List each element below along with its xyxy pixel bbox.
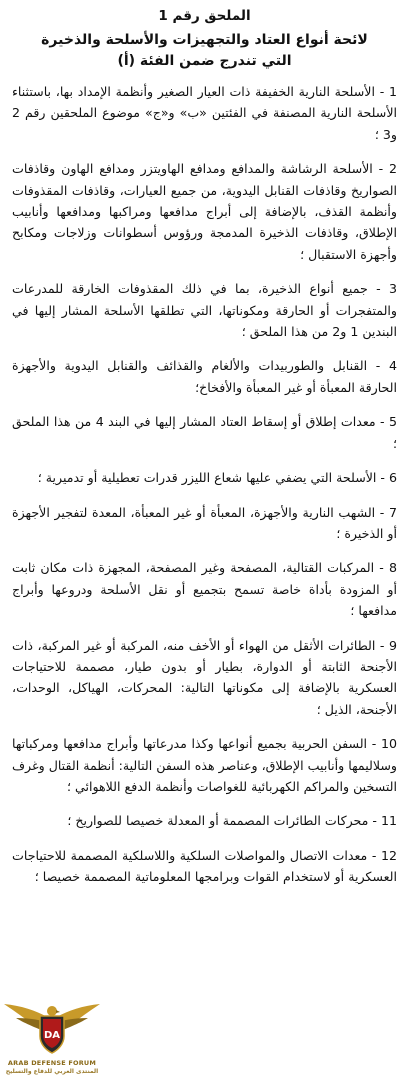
list-item: 11 - محركات الطائرات المصممة أو المعدلة خصيصا للصواريخ ؛ bbox=[67, 813, 397, 829]
eagle-logo-icon bbox=[2, 994, 102, 1060]
list-item: 10 - السفن الحربية بجميع أنواعها وكذا مدرعاتها وأبراج مدافعها ومركباتها وسلاليمها وأنابيب الإطلاق، وعناصر هذه السفن التالية: أنظمة القتال وغرف التسخين والمراكم الكهربائية للغواصات وأنظمة الدفع اللاهوائي ؛ bbox=[12, 736, 397, 794]
logo-letters: DA bbox=[43, 1030, 61, 1041]
list-item: 9 - الطائرات الأثقل من الهواء أو الأخف منه، المركبة أو غير المركبة، ذات الأجنحة الثابتة أو الدوارة، بطيار أو بدون طيار، مصممة للاحتياجات العسكرية بالإضافة إلى مكوناتها التالية: المحركات، الهياكل، الوحدات، الأجنحة، الذيل ؛ bbox=[12, 637, 397, 717]
items-list bbox=[12, 81, 397, 888]
list-item: 4 - القنابل والطوربيدات والألغام والقذائف والقنابل اليدوية والأجهزة الحارقة المعبأة أو غير المعبأة والأفخاخ؛ bbox=[12, 358, 397, 395]
list-item: 6 - الأسلحة التي يضفي عليها شعاع الليزر قدرات تعطيلية أو تدميرية ؛ bbox=[37, 470, 397, 486]
watermark-name-arabic: المنتدى العربي للدفاع والتسليح bbox=[5, 1068, 99, 1075]
list-item: 8 - المركبات القتالية، المصفحة وغير المصفحة، المجهزة ذات مكان ثابت أو المزودة بأداة خاصة تسمح بتجميع أو نقل الأسلحة ودروعها وأبراج مدافعها ؛ bbox=[12, 560, 397, 619]
list-item: 12 - معدات الاتصال والمواصلات السلكية واللاسلكية المصممة للاحتياجات العسكرية أو لاستخدام القوات وبرامجها المعلوماتية المصممة خصيصا ؛ bbox=[12, 847, 397, 885]
annex-title: الملحق رقم 1 bbox=[158, 8, 251, 24]
watermark-name: ARAB DEFENSE FORUM bbox=[7, 1059, 97, 1067]
list-item: 1 - الأسلحة النارية الخفيفة ذات العيار الصغير وأنظمة الإمداد بها، باستثناء الأسلحة النارية المصنفة في الفئتين «ب» و«ج» موضوع الملحقين رقم 2 و3 ؛ bbox=[12, 84, 397, 142]
arab-defense-forum-watermark bbox=[2, 994, 102, 1078]
list-item: 5 - معدات إطلاق أو إسقاط العتاد المشار إليها في البند 4 من هذا الملحق ؛ bbox=[12, 414, 397, 451]
list-item: 2 - الأسلحة الرشاشة والمدافع ومدافع الهاويتزر ومدافع الهاون وقاذفات الصواريخ وقاذفات القنابل اليدوية، من جميع العيارات، وقاذفات المقذوفات وأنظمة القذف، بالإضافة إلى أبراج مدافعها ومراكبها ومدافعها وأنابيب الإطلاق، وقاذفات الذخيرة المدمجة ورؤوس أسطوانات وزلاجات ومكابح وأجهزة الاستقبال ؛ bbox=[12, 161, 397, 262]
list-title: لائحة أنواع العتاد والتجهيزات والأسلحة والذخيرة bbox=[41, 32, 368, 48]
list-subtitle: التي تندرج ضمن الفئة (أ) bbox=[117, 53, 292, 69]
list-item: 7 - الشهب النارية والأجهزة، المعبأة أو غير المعبأة، المعدة لتفجير الأجهزة أو الذخيرة ؛ bbox=[12, 504, 397, 541]
list-item: 3 - جميع أنواع الذخيرة، بما في ذلك المقذوفات الخارقة للمدرعات والمتفجرات أو الحارقة ومكوناتها، التي تطلقها الأسلحة المشار إليها في البندين 1 و2 من هذا الملحق ؛ bbox=[12, 281, 397, 340]
